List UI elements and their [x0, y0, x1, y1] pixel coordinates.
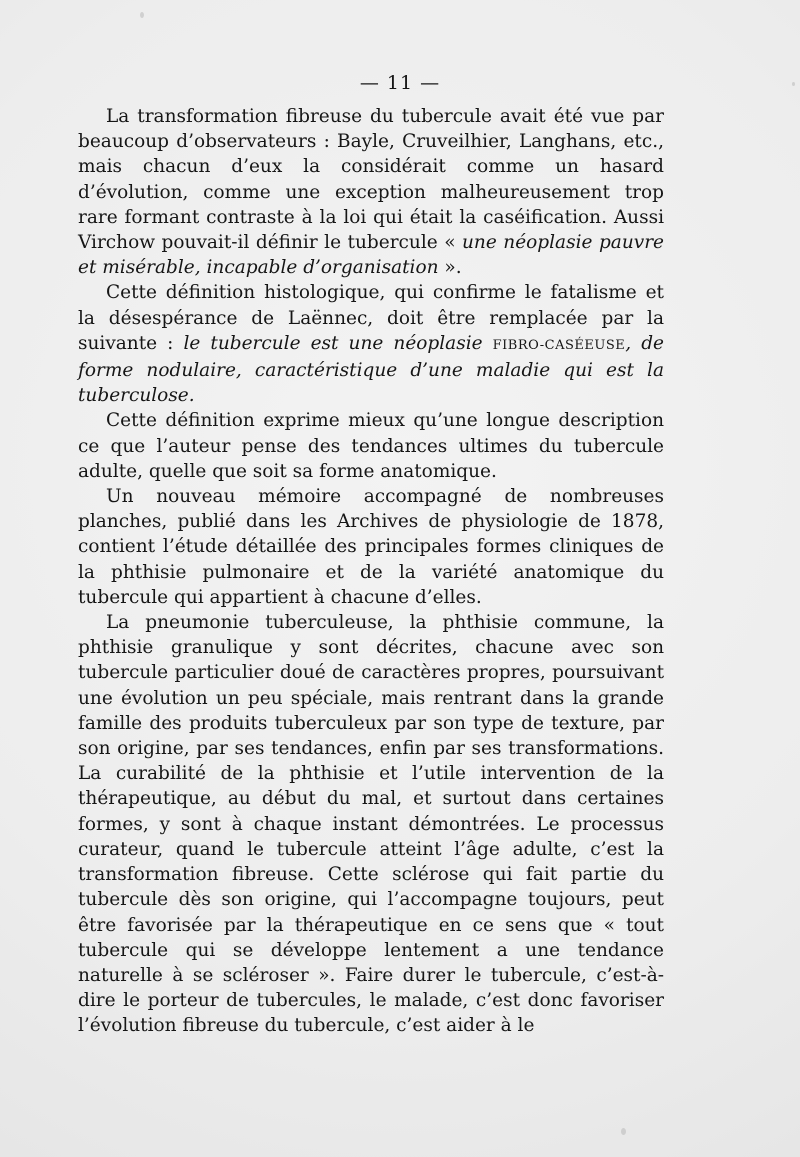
paragraph-1-segment-3: ».	[438, 257, 462, 279]
paragraph-5	[78, 610, 664, 1038]
paragraph-4	[78, 484, 664, 610]
new-definition-italic-2: , de forme nodulaire, caractéristique d’une maladie qui est la tuberculose.	[78, 332, 664, 407]
paragraph-4-text: Un nouveau mémoire accompagné de nombreuses planches, publié dans les Archives de physiologie de 1878, contient l’étude détaillée des principales formes cliniques de la phthisie pulmonaire et de la variété anatomique du tubercule qui appartient à chacune d’elles.	[78, 486, 664, 608]
body-text	[78, 104, 664, 1039]
paragraph-1	[78, 104, 664, 280]
virchow-definition-quote: une néoplasie pauvre et misérable, incapable d’organisation	[78, 232, 664, 279]
paragraph-1-segment-1: La transformation fibreuse du tubercule avait été vue par beaucoup d’observateurs : Bayle, Cruveilhier, Langhans, etc., mais chacun d’eux la considérait comme un hasard d’évolution, comme une exception malheureusement trop rare formant contraste à la loi qui était la caséification. Aussi Virchow pouvait-il définir le tubercule «	[78, 106, 664, 254]
paper-speck	[140, 12, 144, 18]
paper-speck	[792, 82, 795, 86]
new-definition-italic-1: le tubercule est une néoplasie	[183, 332, 493, 354]
paragraph-3	[78, 408, 664, 484]
page-number: — 11 —	[359, 72, 441, 94]
paper-speck	[621, 1128, 626, 1135]
paragraph-2-segment-1: Cette définition histologique, qui confirme le fatalisme et la désespérance de Laënnec, doit être remplacée par la suivante :	[78, 282, 664, 354]
paragraph-3-text: Cette définition exprime mieux qu’une longue description ce que l’auteur pense des tendances ultimes du tubercule adulte, quelle que soit sa forme anatomique.	[78, 410, 664, 482]
paragraph-5-text: La pneumonie tuberculeuse, la phthisie commune, la phthisie granulique y sont décrites, chacune avec son tubercule particulier doué de caractères propres, poursuivant une évolution un peu spéciale, mais rentrant dans la grande famille des produits tuberculeux par son type de texture, par son origine, par ses tendances, enfin par ses transformations. La curabilité de la phthisie et l’utile intervention de la thérapeutique, au début du mal, et surtout dans certaines formes, y sont à chaque instant démontrées. Le processus curateur, quand le tubercule atteint l’âge adulte, c’est la transformation fibreuse. Cette sclérose qui fait partie du tubercule dès son origine, qui l’accompagne toujours, peut être favorisée par la thérapeutique en ce sens que « tout tubercule qui se développe lentement a une tendance naturelle à se scléroser ». Faire durer le tubercule, c’est-à-dire le porteur de tubercules, le malade, c’est donc favoriser l’évolution fibreuse du tubercule, c’est aider à le	[78, 612, 664, 1037]
fibro-caseeuse-term: FIBRO-CASÉEUSE	[492, 337, 626, 353]
paragraph-2	[78, 280, 664, 408]
